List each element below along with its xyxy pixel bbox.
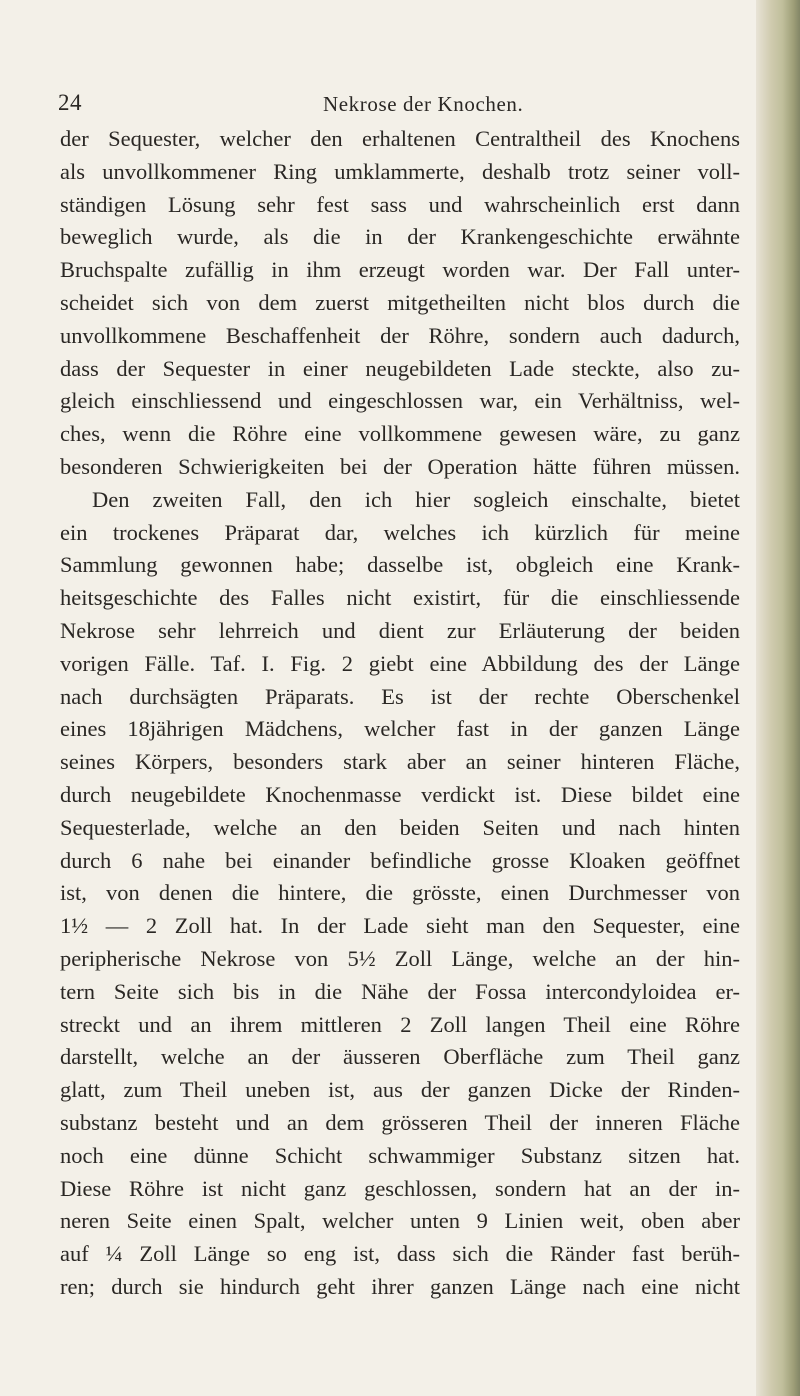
text-line: noch eine dünne Schicht schwammiger Substanz sitzen hat. bbox=[60, 1142, 740, 1168]
text-line: Bruchspalte zufällig in ihm erzeugt worden war. Der Fall unter- bbox=[60, 257, 740, 283]
text-line: auf ¼ Zoll Länge so eng ist, dass sich die Ränder fast berüh- bbox=[60, 1241, 740, 1267]
text-line: ist, von denen die hintere, die grösste, einen Durchmesser von bbox=[60, 880, 740, 906]
text-line: heitsgeschichte des Falles nicht existirt, für die einschliessende bbox=[60, 585, 740, 611]
text-line: vorigen Fälle. Taf. I. Fig. 2 giebt eine Abbildung des der Länge bbox=[60, 650, 740, 676]
text-line: Nekrose sehr lehrreich und dient zur Erläuterung der beiden bbox=[60, 617, 740, 643]
text-line: eines 18jährigen Mädchens, welcher fast in der ganzen Länge bbox=[60, 716, 740, 742]
text-line: ein trockenes Präparat dar, welches ich kürzlich für meine bbox=[60, 519, 740, 545]
text-line: scheidet sich von dem zuerst mitgetheilten nicht blos durch die bbox=[60, 289, 740, 315]
text-line: substanz besteht und an dem grösseren Theil der inneren Fläche bbox=[60, 1109, 740, 1135]
text-line: Sammlung gewonnen habe; dasselbe ist, obgleich eine Krank- bbox=[60, 552, 740, 578]
text-line: ches, wenn die Röhre eine vollkommene gewesen wäre, zu ganz bbox=[60, 421, 740, 447]
text-line: ständigen Lösung sehr fest sass und wahrscheinlich erst dann bbox=[60, 191, 740, 217]
page-header bbox=[58, 90, 748, 120]
text-line: unvollkommene Beschaffenheit der Röhre, sondern auch dadurch, bbox=[60, 322, 740, 348]
text-line: der Sequester, welcher den erhaltenen Centraltheil des Knochens bbox=[60, 126, 740, 151]
text-line: als unvollkommener Ring umklammerte, deshalb trotz seiner voll- bbox=[60, 158, 740, 184]
body-text bbox=[60, 123, 740, 1304]
text-line: nach durchsägten Präparats. Es ist der rechte Oberschenkel bbox=[60, 683, 740, 709]
running-head: Nekrose der Knochen. bbox=[323, 92, 524, 116]
text-line: gleich einschliessend und eingeschlossen war, ein Verhältniss, wel- bbox=[60, 388, 740, 414]
text-line: besonderen Schwierigkeiten bei der Operation hätte führen müssen. bbox=[60, 453, 740, 479]
text-line: Sequesterlade, welche an den beiden Seiten und nach hinten bbox=[60, 814, 740, 840]
text-line: darstellt, welche an der äusseren Oberfläche zum Theil ganz bbox=[60, 1044, 740, 1070]
page-number: 24 bbox=[58, 90, 82, 115]
text-line: streckt und an ihrem mittleren 2 Zoll langen Theil eine Röhre bbox=[60, 1011, 740, 1037]
text-line: neren Seite einen Spalt, welcher unten 9 Linien weit, oben aber bbox=[60, 1208, 740, 1234]
text-line: glatt, zum Theil uneben ist, aus der ganzen Dicke der Rinden- bbox=[60, 1077, 740, 1103]
text-line: Den zweiten Fall, den ich hier sogleich einschalte, bietet bbox=[92, 486, 740, 512]
text-line: 1½ — 2 Zoll hat. In der Lade sieht man den Sequester, eine bbox=[60, 913, 740, 939]
text-line: tern Seite sich bis in die Nähe der Fossa intercondyloidea er- bbox=[60, 978, 740, 1004]
text-line: dass der Sequester in einer neugebildeten Lade steckte, also zu- bbox=[60, 355, 740, 381]
text-line: durch neugebildete Knochenmasse verdickt ist. Diese bildet eine bbox=[60, 781, 740, 807]
page-edge-shadow bbox=[756, 0, 800, 1396]
text-line: seines Körpers, besonders stark aber an seiner hinteren Fläche, bbox=[60, 749, 740, 775]
text-line: ren; durch sie hindurch geht ihrer ganzen Länge nach eine nicht bbox=[60, 1273, 740, 1299]
text-line: Diese Röhre ist nicht ganz geschlossen, sondern hat an der in- bbox=[60, 1175, 740, 1201]
text-line: peripherische Nekrose von 5½ Zoll Länge, welche an der hin- bbox=[60, 945, 740, 971]
text-line: durch 6 nahe bei einander befindliche grosse Kloaken geöffnet bbox=[60, 847, 740, 873]
text-line: beweglich wurde, als die in der Krankengeschichte erwähnte bbox=[60, 224, 740, 250]
